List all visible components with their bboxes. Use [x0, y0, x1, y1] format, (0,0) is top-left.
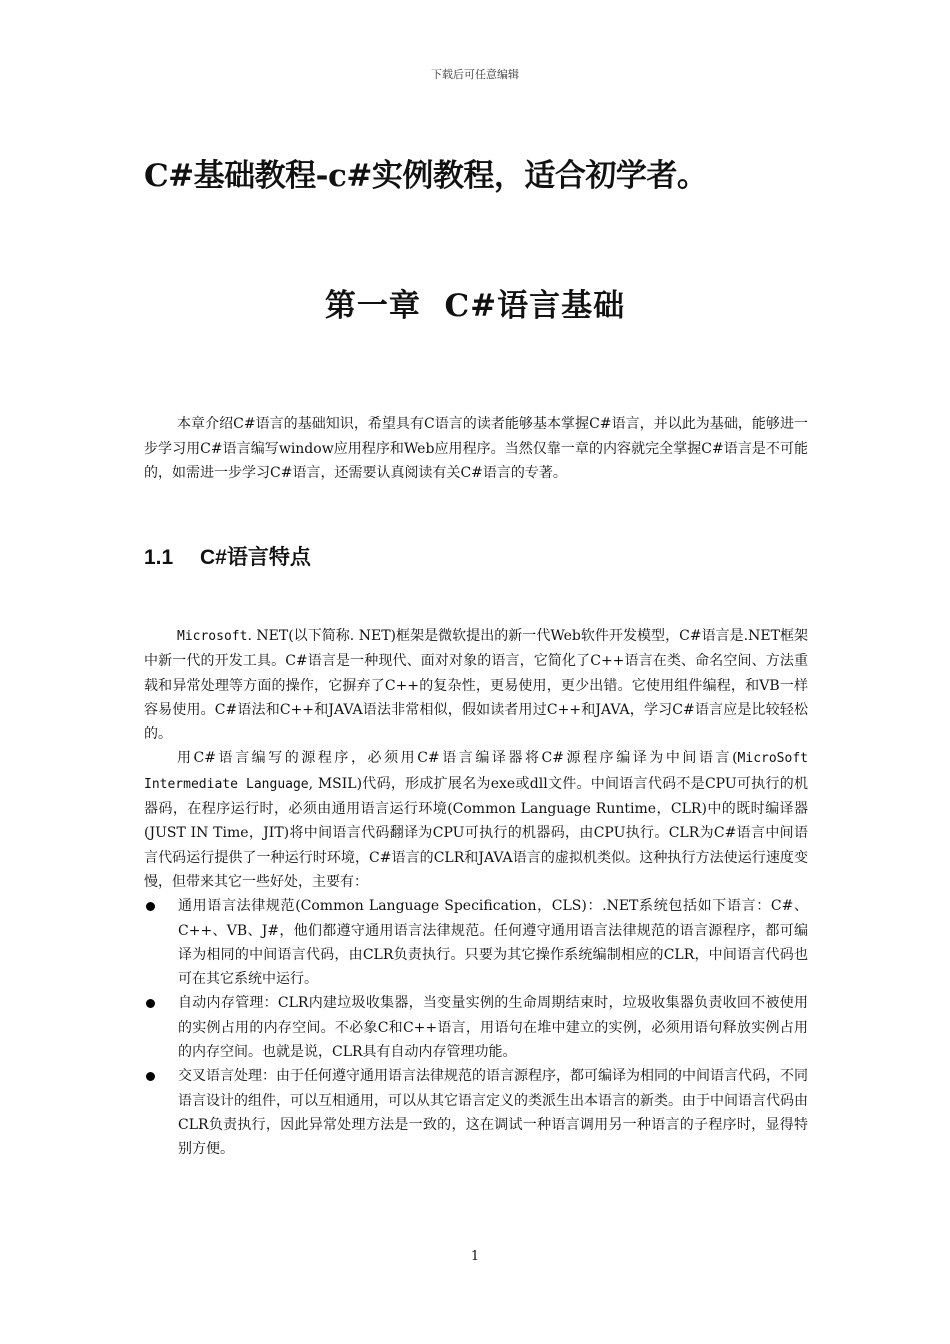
- list-item: [144, 1064, 808, 1161]
- paragraph-text: 用C#语言编写的源程序，必须用C#语言编译器将C#源程序编译为中间语言(: [177, 750, 738, 767]
- bullet-icon: [146, 902, 155, 911]
- document-title: C#基础教程-c#实例教程，适合初学者。: [144, 158, 708, 194]
- section-title: C#语言特点: [200, 546, 311, 569]
- body-paragraph: [144, 624, 808, 746]
- chapter-title: 第一章 C#语言基础: [324, 288, 626, 324]
- paragraph-text: , MSIL)代码，形成扩展名为exe或dll文件。中间语言代码不是CPU可执行的机器码，在程序运行时，必须由通用语言运行环境(Common Language Runtime，CLR)中的既时编译器(JUST IN Time，JIT)将中间语言代码翻译为CPU可执行的机器码，由CPU执行。CLR为C#语言中间语言代码运行提供了一种运行时环境，C#语言的CLR和JAVA语言的虚拟机类似。这种执行方法使运行速度变慢，但带来其它一些好处，主要有：: [144, 775, 808, 890]
- list-item-text: 通用语言法律规范(Common Language Specification，CLS)：.NET系统包括如下语言：C#、C++、VB、J#，他们都遵守通用语言法律规范。任何遵守通用语言法律规范的语言源程序，都可编译为相同的中间语言代码，由CLR负责执行。只要为其它操作系统编制相应的CLR，中间语言代码也可在其它系统中运行。: [178, 898, 808, 988]
- msil-term: MicroSoft Intermediate Language: [144, 751, 808, 792]
- section-body: [144, 624, 808, 1162]
- bullet-icon: [146, 999, 155, 1008]
- page-header: 下载后可任意编辑: [431, 68, 519, 81]
- list-item-text: 自动内存管理：CLR内建垃圾收集器，当变量实例的生命周期结束时，垃圾收集器负责收回不被使用的实例占用的内存空间。不必象C和C++语言，用语句在堆中建立的实例，必须用语句释放实例占用的内存空间。也就是说，CLR具有自动内存管理功能。: [178, 995, 808, 1061]
- list-item-text: 交叉语言处理：由于任何遵守通用语言法律规范的语言源程序，都可编译为相同的中间语言代码，不同语言设计的组件，可以互相通用，可以从其它语言定义的类派生出本语言的新类。由于中间语言代码由CLR负责执行，因此异常处理方法是一致的，这在调试一种语言调用另一种语言的子程序时，显得特别方便。: [178, 1068, 808, 1158]
- list-item: [144, 991, 808, 1064]
- microsoft-term: Microsoft: [177, 629, 248, 644]
- body-paragraph: [144, 746, 808, 894]
- section-number: 1.1: [144, 546, 174, 569]
- section-heading: [144, 540, 311, 576]
- list-item: [144, 894, 808, 991]
- bullet-icon: [146, 1072, 155, 1081]
- paragraph-text: . NET(以下简称. NET)框架是微软提出的新一代Web软件开发模型，C#语言是.NET框架中新一代的开发工具。C#语言是一种现代、面对对象的语言，它简化了C++语言在类、命名空间、方法重载和异常处理等方面的操作，它摒弃了C++的复杂性，更易使用，更少出错。它使用组件编程，和VB一样容易使用。C#语法和C++和JAVA语法非常相似，假如读者用过C++和JAVA，学习C#语言应是比较轻松的。: [144, 628, 808, 743]
- page-number: 1: [470, 1249, 480, 1264]
- feature-list: [144, 894, 808, 1161]
- intro-paragraph: 本章介绍C#语言的基础知识，希望具有C语言的读者能够基本掌握C#语言，并以此为基础，能够进一步学习用C#语言编写window应用程序和Web应用程序。当然仅靠一章的内容就完全掌握C#语言是不可能的，如需进一步学习C#语言，还需要认真阅读有关C#语言的专著。: [144, 416, 808, 481]
